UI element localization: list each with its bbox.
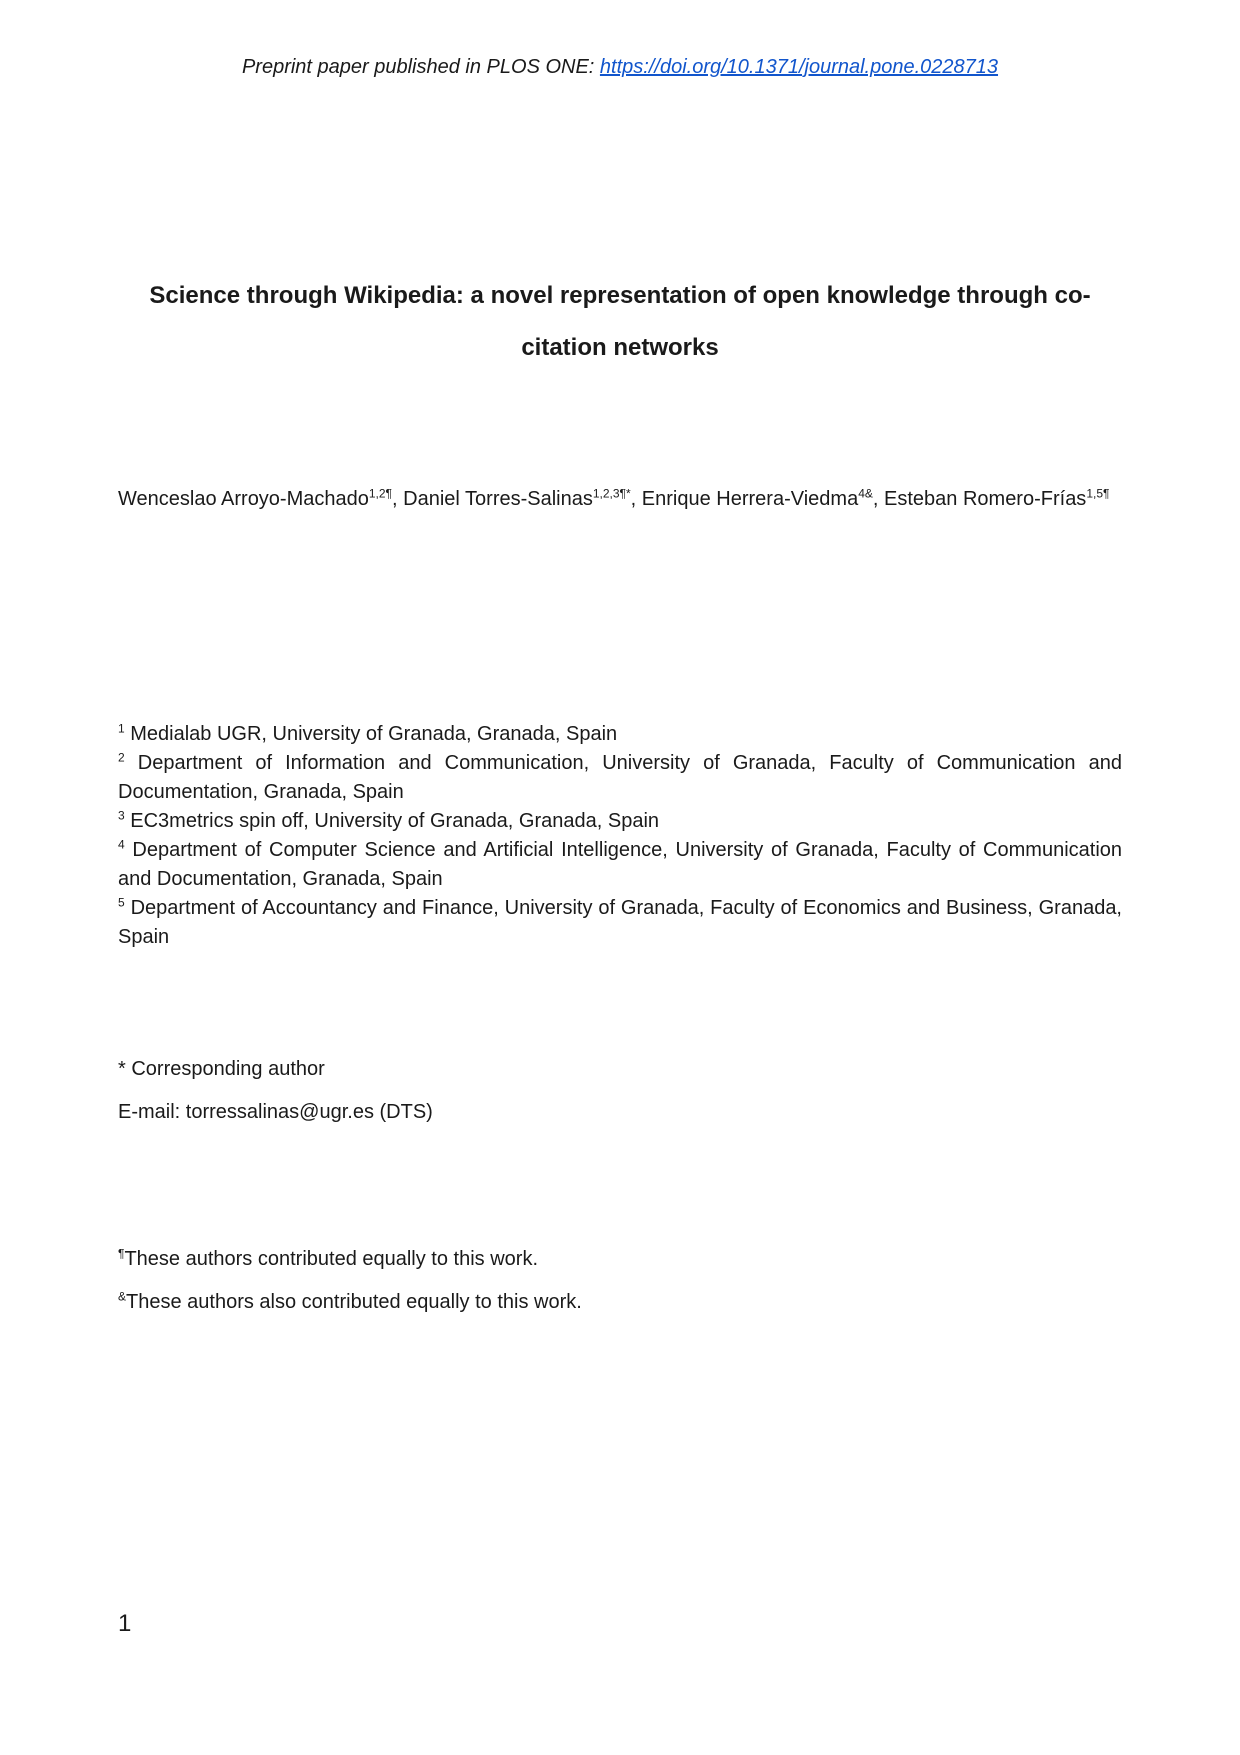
author-separator: , — [392, 488, 404, 510]
affiliation-number: 4 — [118, 837, 125, 852]
affiliation-item — [118, 720, 1122, 749]
affiliation-text: Department of Information and Communication, University of Granada, Faculty of Communication and Documentation, Granada, Spain — [118, 752, 1122, 803]
corresponding-author-email: E-mail: torressalinas@ugr.es (DTS) — [118, 1101, 433, 1123]
contribution-note — [118, 1238, 582, 1281]
affiliation-list — [118, 720, 1122, 952]
author-name: Daniel Torres-Salinas — [403, 488, 593, 510]
note-symbol: & — [118, 1289, 127, 1304]
contribution-note — [118, 1281, 582, 1324]
paper-title: Science through Wikipedia: a novel representation of open knowledge through co-citation networks — [149, 282, 1091, 361]
author-separator: , — [872, 488, 885, 510]
author-separator: , — [630, 488, 642, 510]
affiliation-text: Department of Accountancy and Finance, University of Granada, Faculty of Economics and Business, Granada, Spain — [118, 897, 1122, 948]
affiliation-item — [118, 807, 1122, 836]
affiliation-text: Department of Computer Science and Artificial Intelligence, University of Granada, Faculty of Communication and Documentation, Granada, Spain — [118, 839, 1123, 890]
author-superscript: 1,5¶ — [1086, 486, 1110, 501]
note-symbol: ¶ — [118, 1246, 125, 1261]
affiliation-number: 3 — [118, 808, 125, 823]
author-superscript: 4& — [858, 486, 873, 501]
affiliation-text: Medialab UGR, University of Granada, Granada, Spain — [130, 723, 618, 745]
affiliation-number: 2 — [118, 750, 125, 765]
author-name: Wenceslao Arroyo-Machado — [118, 488, 369, 510]
affiliation-number: 1 — [118, 721, 125, 736]
affiliation-item — [118, 836, 1122, 894]
author-name: Esteban Romero-Frías — [884, 488, 1087, 510]
affiliation-text: EC3metrics spin off, University of Granada, Granada, Spain — [130, 810, 660, 832]
corresponding-author-label: * Corresponding author — [118, 1058, 325, 1080]
page-number: 1 — [118, 1610, 132, 1637]
note-text: These authors contributed equally to this work. — [124, 1248, 539, 1270]
author-superscript: 1,2,3¶* — [592, 486, 631, 501]
preprint-prefix: Preprint paper published in PLOS ONE: — [241, 56, 600, 78]
author-superscript: 1,2¶ — [368, 486, 393, 501]
author-list — [118, 478, 1122, 521]
affiliation-item — [118, 749, 1122, 807]
corresponding-author-block — [118, 1048, 433, 1134]
affiliation-number: 5 — [118, 895, 125, 910]
author-name: Enrique Herrera-Viedma — [641, 488, 859, 510]
contribution-notes — [118, 1238, 582, 1324]
doi-link[interactable]: https://doi.org/10.1371/journal.pone.0228713 — [599, 56, 999, 78]
preprint-header — [0, 56, 1240, 79]
affiliation-item — [118, 894, 1122, 952]
note-text: These authors also contributed equally to this work. — [126, 1291, 582, 1313]
